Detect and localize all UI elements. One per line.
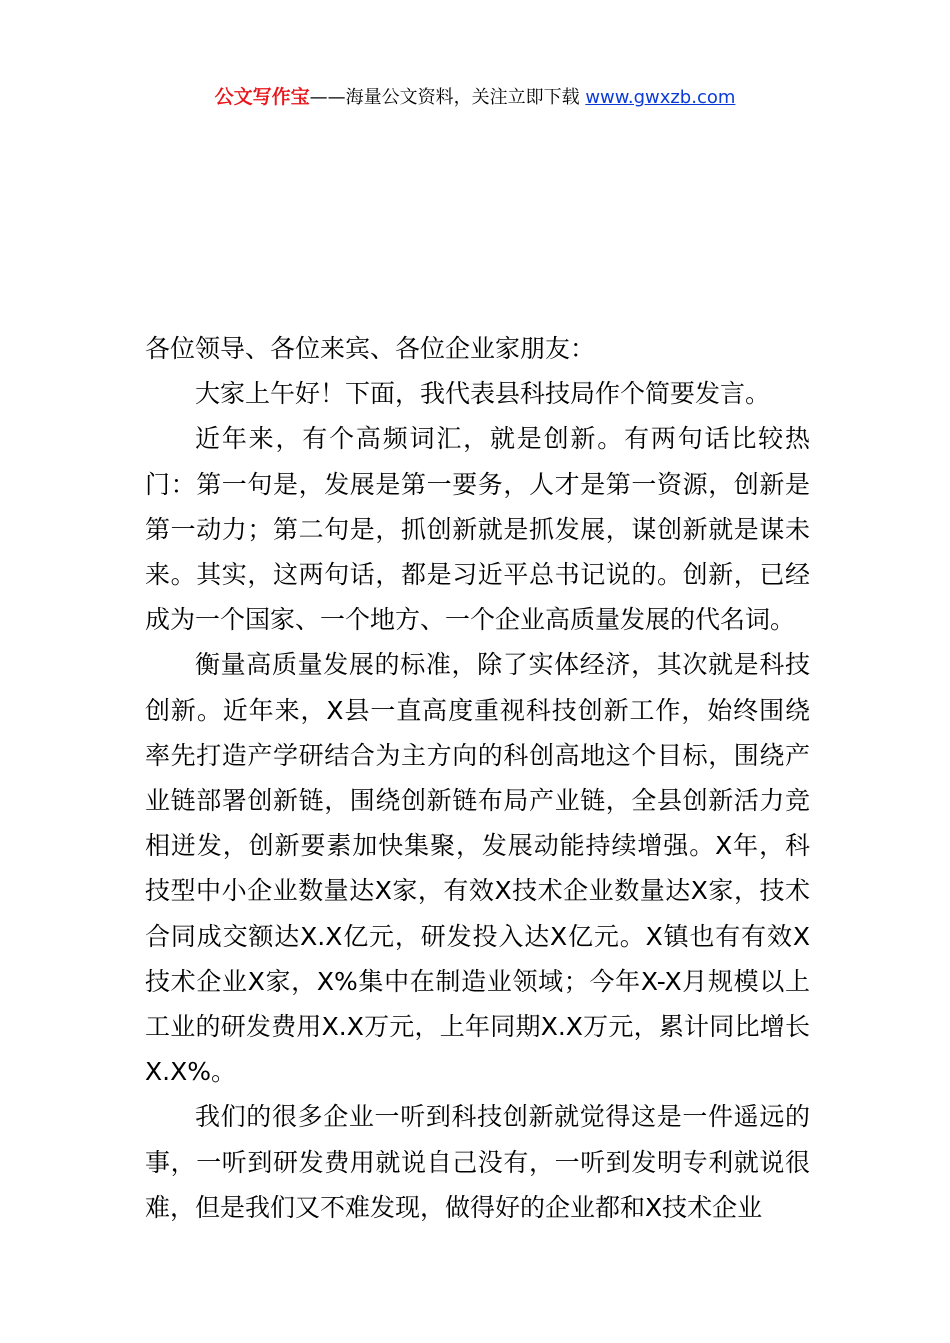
paragraph-enterprises: 我们的很多企业一听到科技创新就觉得这是一件遥远的事，一听到研发费用就说自己没有，一听到发明专利就说很难，但是我们又不难发现，做得好的企业都和X技术企业 bbox=[145, 1102, 810, 1222]
header-tagline: ——海量公文资料，关注立即下载 bbox=[309, 87, 586, 108]
paragraph-greeting: 大家上午好！下面，我代表县科技局作个简要发言。 bbox=[195, 379, 771, 409]
document-body bbox=[145, 326, 810, 1230]
brand-name: 公文写作宝 bbox=[214, 86, 310, 108]
website-link[interactable]: www.gwxzb.com bbox=[585, 87, 736, 108]
paragraph-innovation: 近年来，有个高频词汇，就是创新。有两句话比较热门：第一句是，发展是第一要务，人才是第一资源，创新是第一动力；第二句是，抓创新就是抓发展，谋创新就是谋未来。其实，这两句话，都是习近平总书记说的。创新，已经成为一个国家、一个地方、一个企业高质量发展的代名词。 bbox=[145, 424, 810, 635]
salutation: 各位领导、各位来宾、各位企业家朋友： bbox=[145, 334, 596, 363]
document-header bbox=[0, 84, 950, 111]
paragraph-county-achievements: 衡量高质量发展的标准，除了实体经济，其次就是科技创新。近年来，X县一直高度重视科技创新工作，始终围绕率先打造产学研结合为主方向的科创高地这个目标，围绕产业链部署创新链，围绕创新链布局产业链，全县创新活力竞相迸发，创新要素加快集聚，发展动能持续增强。X年，科技型中小企业数量达X家，有效X技术企业数量达X家，技术合同成交额达X.X亿元，研发投入达X亿元。X镇也有有效X技术企业X家，X%集中在制造业领域；今年X-X月规模以上工业的研发费用X.X万元，上年同期X.X万元，累计同比增长X.X%。 bbox=[145, 650, 810, 1087]
